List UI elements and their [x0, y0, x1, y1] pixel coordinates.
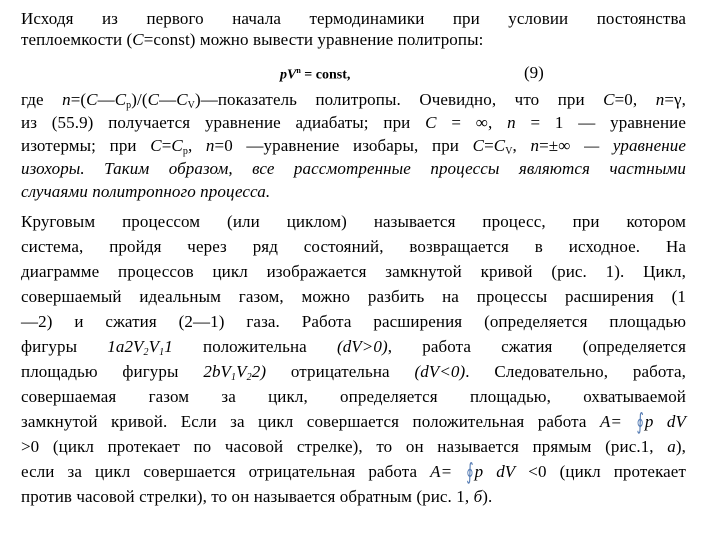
- text-line: диаграмме процессов цикл изображается замкнутой кривой (рис. 1). Цикл,: [21, 262, 686, 281]
- text-line: —2) и сжатия (2—1) газа. Работа расширения (определяется площадью: [21, 312, 686, 331]
- equation-number: (9): [524, 63, 544, 82]
- text-line: теплоемкости (C=const) можно вывести уравнение политропы:: [21, 30, 484, 49]
- integral-icon: ∮: [466, 461, 474, 486]
- text-line: изохоры. Таким образом, все рассмотренные процессы являются частными: [21, 159, 686, 178]
- text-line: изотермы; при $C=C_p$, n=0 —уравнение изобары, при $C=C_V$, n=±∞ — уравнение: [21, 136, 686, 157]
- integral-icon: ∮: [636, 411, 644, 436]
- text-line: Круговым процессом (или циклом) называется процесс, при котором: [21, 212, 686, 231]
- text-line: >0 (цикл протекает по часовой стрелке), то он называется прямым (рис.1, а),: [21, 437, 686, 456]
- text-line: совершаемый идеальным газом, можно разбить на процессы расширения (1: [21, 287, 686, 306]
- text-line: случаями политропного процесса.: [21, 182, 271, 201]
- text-line: фигуры $1a2V_2V_11$ положительна (dV>0), работа сжатия (определяется: [21, 337, 686, 358]
- text-line: где $n=(C—C_p)/(C—C_V)—показатель$ политропы. Очевидно, что при C=0, n=γ,: [21, 90, 686, 111]
- text-line: площадью фигуры $2bV_1V_22$) отрицательна (dV<0). Следовательно, работа,: [21, 362, 687, 383]
- text-line: против часовой стрелки), то он называется обратным (рис. 1, б).: [21, 487, 493, 506]
- text-line: если за цикл совершается отрицательная работа A= ∮p dV <0 (цикл протекает: [21, 462, 686, 484]
- text-line: Исходя из первого начала термодинамики при условии постоянства: [21, 9, 686, 28]
- text-line: совершаемая газом за цикл, определяется площадью, охватываемой: [21, 387, 686, 406]
- text-line: из (55.9) получается уравнение адиабаты; при C = ∞, n = 1 — уравнение: [21, 113, 686, 132]
- text-line: замкнутой кривой. Если за цикл совершается положительная работа A= ∮p dV: [21, 412, 686, 434]
- text-line: система, пройдя через ряд состояний, возвращается в исходное. На: [21, 237, 686, 256]
- polytrope-equation: $pV^n$ = const,: [280, 66, 351, 83]
